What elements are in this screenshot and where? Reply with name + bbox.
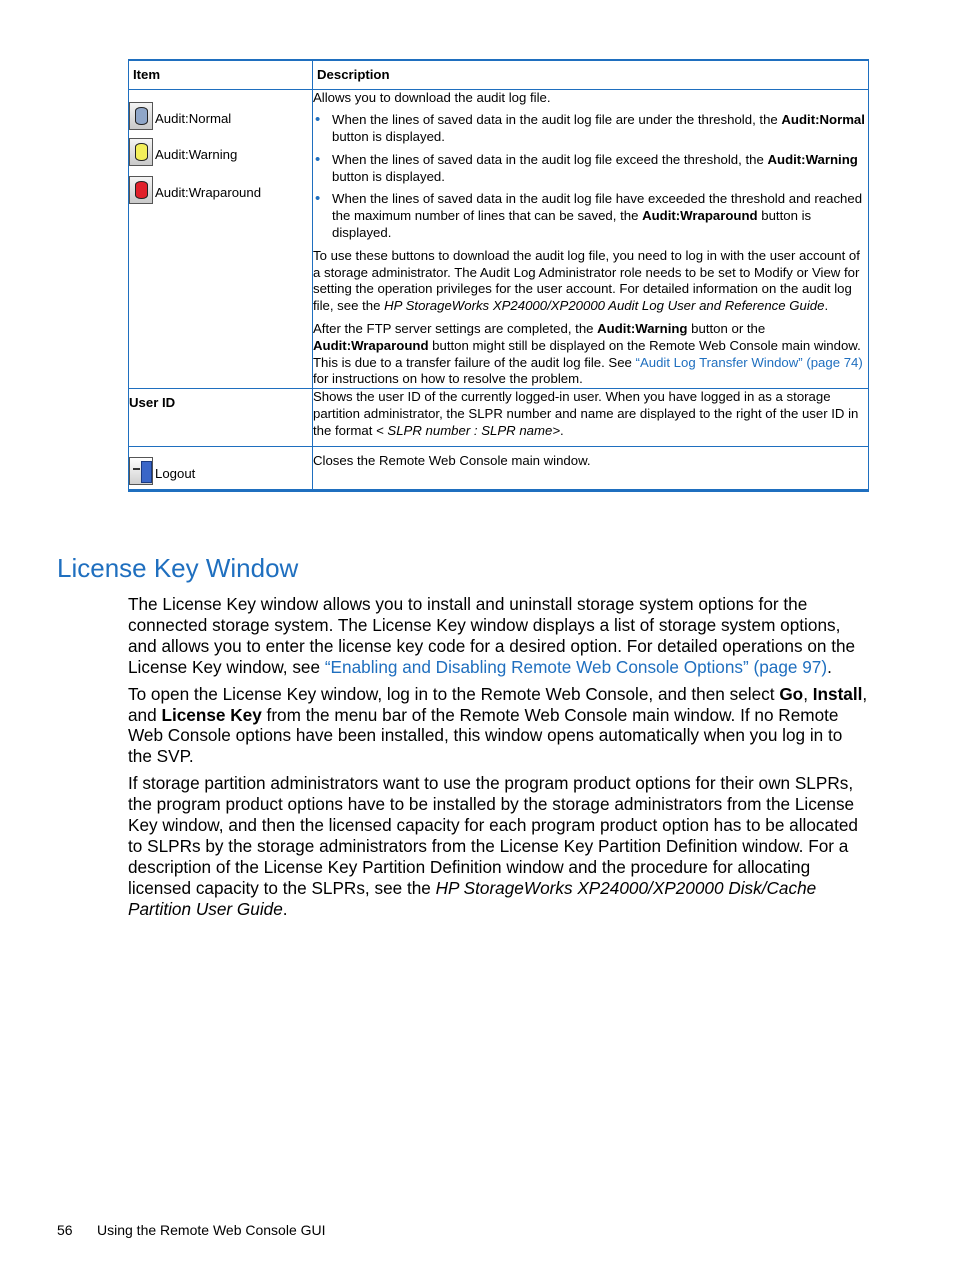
enabling-options-link[interactable]: “Enabling and Disabling Remote Web Console Options” (page 97) xyxy=(324,656,828,677)
header-item: Item xyxy=(129,60,313,89)
section-title: License Key Window xyxy=(57,553,299,583)
audit-normal-label: Audit:Normal xyxy=(155,110,232,126)
audit-warning-label: Audit:Warning xyxy=(155,146,238,162)
audit-normal-item xyxy=(129,94,312,130)
audit-wraparound-label: Audit:Wraparound xyxy=(155,184,262,200)
audit-description-cell xyxy=(313,89,869,389)
page-footer xyxy=(57,1222,326,1238)
audit-warning-item xyxy=(129,130,312,166)
header-description: Description xyxy=(313,60,869,89)
body-paragraph-3: If storage partition administrators want to use the program product options for their own SLPRs, the program product options have to be installed by the storage administrators from the License Key window, and then the licensed capacity for each program product option has to be allocated to SLPRs by the storage administrators from the License Key Partition Definition window. For a description of the License Key Partition Definition window and the procedure for allocating licensed capacity to the SLPRs, see the HP StorageWorks XP24000/XP20000 Disk/Cache Partition User Guide. xyxy=(128,773,858,919)
audit-wraparound-item xyxy=(129,166,312,204)
logout-item xyxy=(129,451,312,485)
logout-description: Closes the Remote Web Console main window. xyxy=(313,446,869,490)
list-item: • When the lines of saved data in the audit log file have exceeded the threshold and reached the maximum number of lines that can be saved, the Audit:Wraparound button is displayed. xyxy=(313,191,868,241)
audit-bullet-list xyxy=(313,112,868,242)
audit-buttons-cell xyxy=(129,89,313,389)
user-id-description: Shows the user ID of the currently logged-in user. When you have logged in as a storage partition administrator, the SLPR number and name are displayed to the right of the user ID in the format < SLPR number : SLPR name>. xyxy=(313,389,869,446)
audit-ftp-paragraph: After the FTP server settings are completed, the Audit:Warning button or the Audit:Wraparound button might still be displayed on the Remote Web Console main window. This is due to a transfer failure of the audit log file. See “Audit Log Transfer Window” (page 74) for instructions on how to resolve the problem. xyxy=(313,321,863,387)
logout-cell xyxy=(129,446,313,490)
footer-text: Using the Remote Web Console GUI xyxy=(97,1222,326,1238)
logout-label: Logout xyxy=(155,465,196,481)
audit-log-transfer-link[interactable]: “Audit Log Transfer Window” (page 74) xyxy=(635,354,863,370)
list-item: • When the lines of saved data in the audit log file are under the threshold, the Audit:Normal button is displayed. xyxy=(313,112,868,146)
table-row xyxy=(129,389,869,446)
audit-usage-paragraph: To use these buttons to download the audit log file, you need to log in with the user account of a storage administrator. The Audit Log Administrator role needs to be set to Modify or View for setting the operation privileges for the user account. For detailed information on the audit log file, see the HP StorageWorks XP24000/XP20000 Audit Log User and Reference Guide. xyxy=(313,247,860,314)
table-row xyxy=(129,446,869,490)
body-paragraph-2: To open the License Key window, log in to the Remote Web Console, and then select Go, Install, and License Key from the menu bar of the Remote Web Console main window. If no Remote Web Console options have been installed, this window opens automatically when you log in to the SVP. xyxy=(128,683,868,767)
body-paragraph-1: The License Key window allows you to install and uninstall storage system options for the connected storage system. The License Key window displays a list of storage system options, and allows you to enter the license key code for a desired option. For detailed operations on the License Key window, see “Enabling and Disabling Remote Web Console Options” (page 97). xyxy=(128,594,856,677)
item-description-table xyxy=(128,59,869,492)
section-body xyxy=(128,594,870,926)
audit-normal-icon[interactable] xyxy=(129,102,153,130)
audit-warning-icon[interactable] xyxy=(129,138,153,166)
table-header-row xyxy=(129,60,869,89)
page-number: 56 xyxy=(57,1222,73,1238)
list-item: • When the lines of saved data in the audit log file exceed the threshold, the Audit:Warning button is displayed. xyxy=(313,152,868,186)
audit-wraparound-icon[interactable] xyxy=(129,176,153,204)
user-id-cell xyxy=(129,389,313,446)
logout-icon[interactable] xyxy=(129,457,153,485)
user-id-label: User ID xyxy=(129,395,176,411)
audit-intro: Allows you to download the audit log file. xyxy=(313,89,551,105)
table-row xyxy=(129,89,869,389)
